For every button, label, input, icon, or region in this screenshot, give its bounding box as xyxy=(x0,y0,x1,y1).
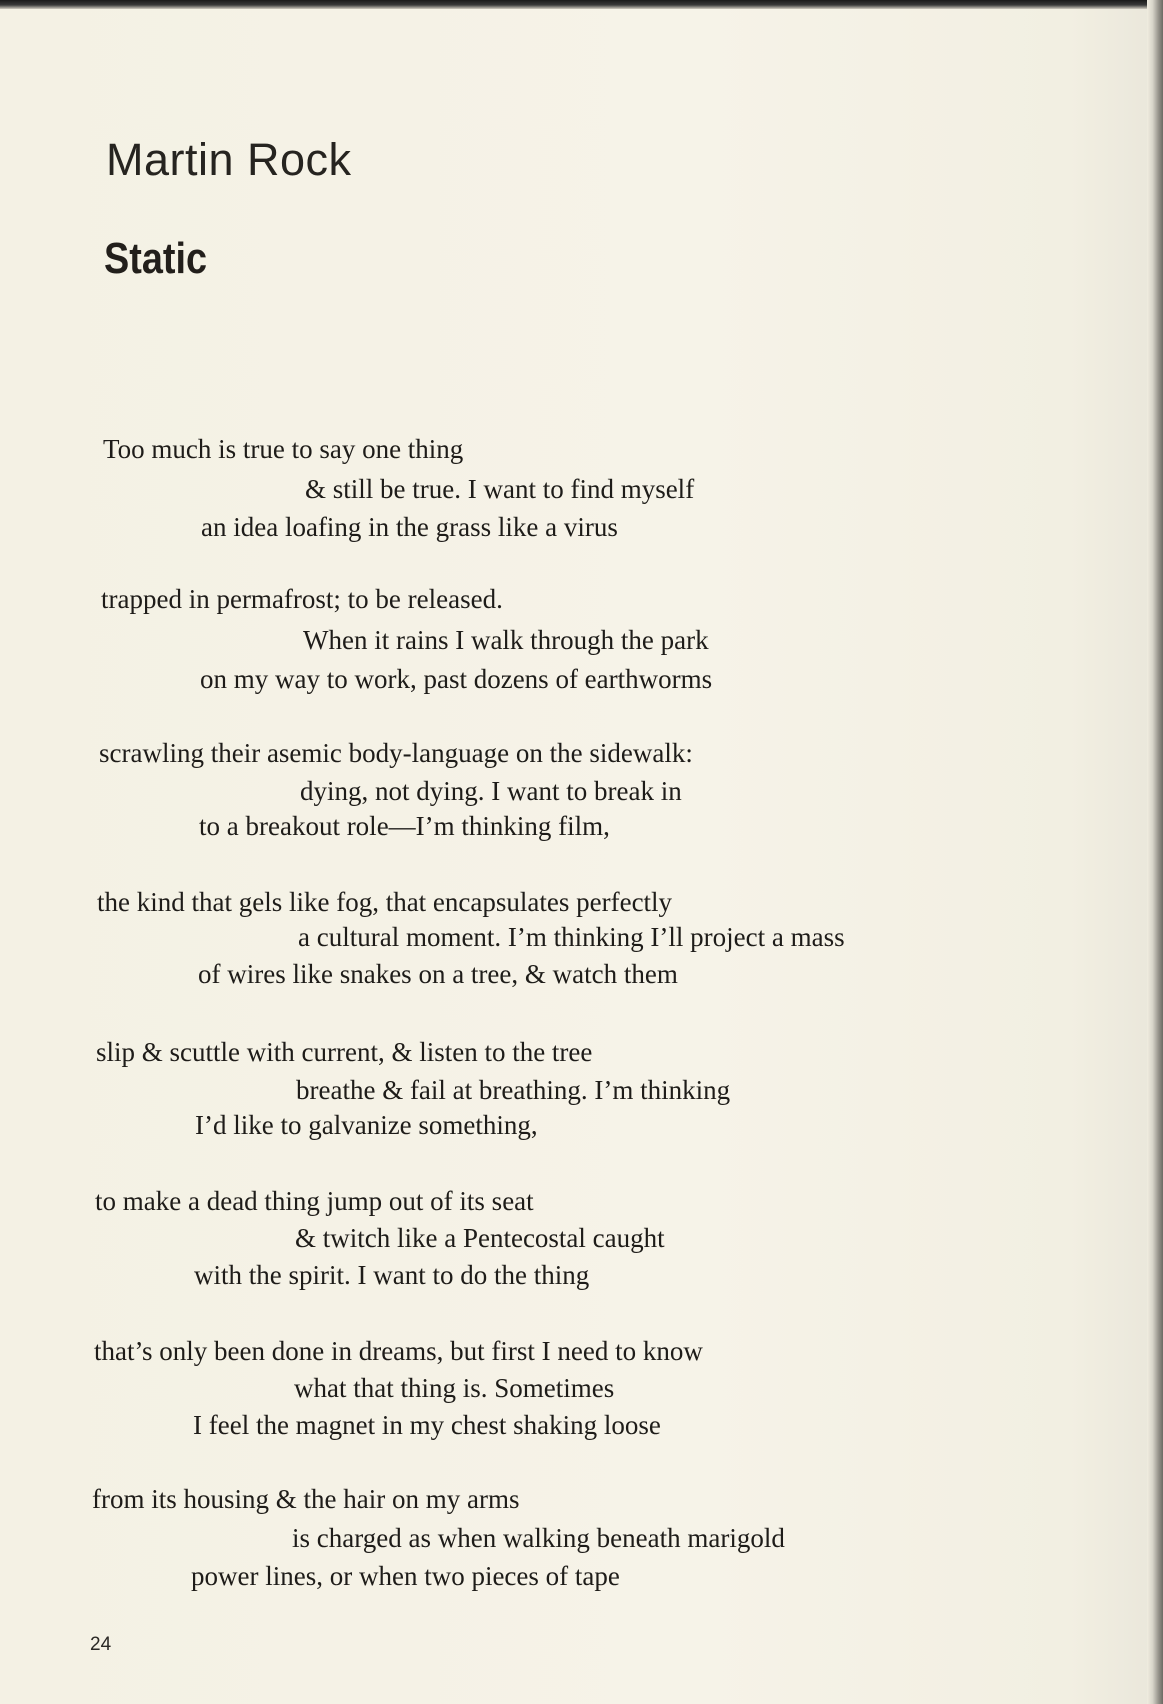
poem-line: on my way to work, past dozens of earthworms xyxy=(200,664,713,694)
poem-line: scrawling their asemic body-language on the sidewalk: xyxy=(99,738,693,768)
poem-line: an idea loafing in the grass like a virus xyxy=(201,512,618,542)
poem-line: When it rains I walk through the park xyxy=(303,625,709,655)
book-spine-shadow xyxy=(1147,0,1163,1704)
poem-line: Too much is true to say one thing xyxy=(103,434,464,464)
poem-line: a cultural moment. I’m thinking I’ll project a mass xyxy=(298,922,845,952)
poem-line: to make a dead thing jump out of its seat xyxy=(95,1186,534,1216)
poem-line: to a breakout role—I’m thinking film, xyxy=(199,811,610,841)
poem-line: power lines, or when two pieces of tape xyxy=(191,1561,620,1591)
page-top-shadow xyxy=(0,0,1163,9)
poem-line: slip & scuttle with current, & listen to the tree xyxy=(96,1037,593,1067)
poem-line: is charged as when walking beneath marigold xyxy=(292,1523,785,1553)
poem-line: with the spirit. I want to do the thing xyxy=(194,1260,590,1290)
poem-line: dying, not dying. I want to break in xyxy=(300,776,682,806)
poem-line: & twitch like a Pentecostal caught xyxy=(295,1223,665,1253)
poem-line: of wires like snakes on a tree, & watch them xyxy=(198,959,678,989)
poem-line: from its housing & the hair on my arms xyxy=(92,1484,520,1514)
poem-line: I’d like to galvanize something, xyxy=(195,1110,538,1140)
poem-line: breathe & fail at breathing. I’m thinking xyxy=(296,1075,731,1105)
page-number: 24 xyxy=(90,1634,112,1655)
poem-line: I feel the magnet in my chest shaking loose xyxy=(193,1410,661,1440)
poem-line: what that thing is. Sometimes xyxy=(294,1373,615,1403)
poem-line: the kind that gels like fog, that encapsulates perfectly xyxy=(97,887,673,917)
poem-line: trapped in permafrost; to be released. xyxy=(101,584,503,614)
author-name: Martin Rock xyxy=(106,134,352,185)
poem-title: Static xyxy=(104,234,208,283)
poem-line: that’s only been done in dreams, but first I need to know xyxy=(94,1336,703,1366)
poem-line: & still be true. I want to find myself xyxy=(305,474,695,504)
